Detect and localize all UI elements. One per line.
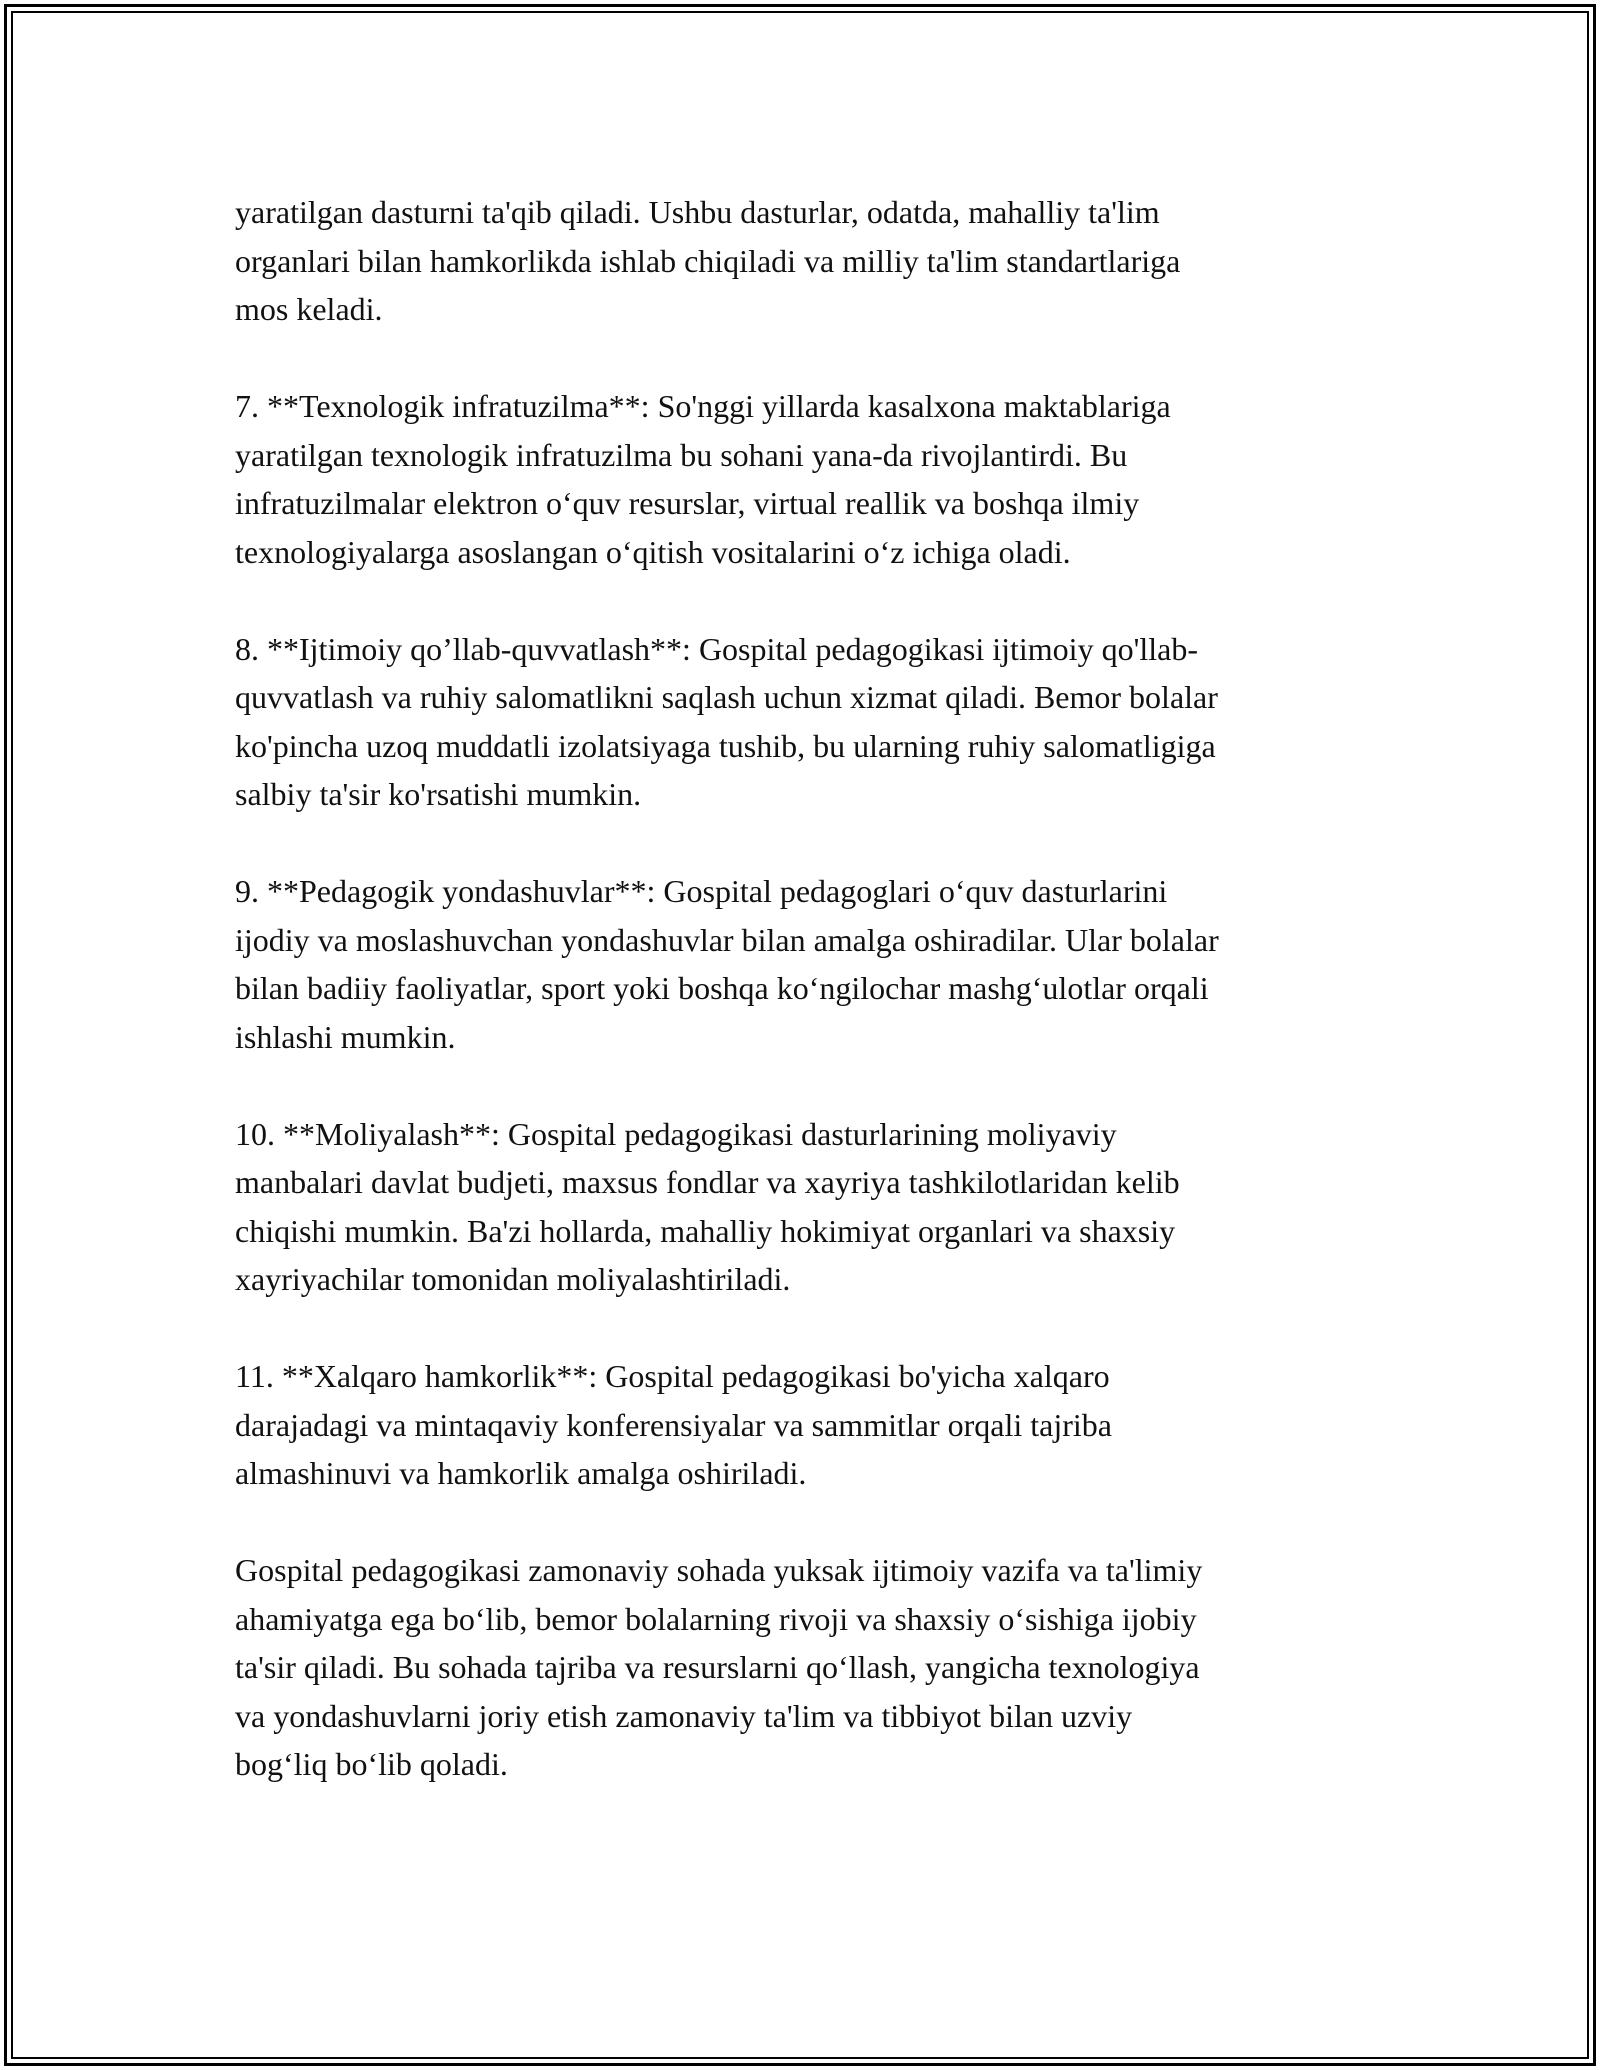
paragraph-conclusion: Gospital pedagogikasi zamonaviy sohada yuksak ijtimoiy vazifa va ta'limiy ahamiyatga ega bo‘lib, bemor bolalarning rivoji va shaxsiy o‘sishiga ijobiy ta'sir qiladi. Bu sohada tajriba va resurslarni qo‘llash, yangicha texnologiya va yondashuvlarni joriy etish zamonaviy ta'lim va tibbiyot bilan uzviy bog‘liq bo‘lib qoladi. — [235, 1552, 1203, 1782]
document-body — [235, 188, 1385, 1789]
paragraph-item-7: 7. **Texnologik infratuzilma**: So'nggi yillarda kasalxona maktablariga yaratilgan texnologik infratuzilma bu sohani yana-da rivojlantirdi. Bu infratuzilmalar elektron o‘quv resurslar, virtual reallik va boshqa ilmiy texnologiyalarga asoslangan o‘qitish vositalarini o‘z ichiga oladi. — [235, 388, 1171, 570]
paragraph-item-11: 11. **Xalqaro hamkorlik**: Gospital pedagogikasi bo'yicha xalqaro darajadagi va mintaqaviy konferensiyalar va sammitlar orqali tajriba almashinuvi va hamkorlik amalga oshiriladi. — [235, 1358, 1112, 1491]
paragraph-item-9: 9. **Pedagogik yondashuvlar**: Gospital pedagoglari o‘quv dasturlarini ijodiy va moslashuvchan yondashuvlar bilan amalga oshiradilar. Ular bolalar bilan badiiy faoliyatlar, sport yoki boshqa ko‘ngilochar mashg‘ulotlar orqali ishlashi mumkin. — [235, 873, 1219, 1055]
paragraph-continuation: yaratilgan dasturni ta'qib qiladi. Ushbu dasturlar, odatda, mahalliy ta'lim organlari bilan hamkorlikda ishlab chiqiladi va milliy ta'lim standartlariga mos keladi. — [235, 194, 1181, 327]
paragraph-item-8: 8. **Ijtimoiy qo’llab-quvvatlash**: Gospital pedagogikasi ijtimoiy qo'llab- quvvatlash va ruhiy salomatlikni saqlash uchun xizmat qiladi. Bemor bolalar ko'pincha uzoq muddatli izolatsiyaga tushib, bu ularning ruhiy salomatligiga salbiy ta'sir ko'rsatishi mumkin. — [235, 630, 1218, 812]
paragraph-item-10: 10. **Moliyalash**: Gospital pedagogikasi dasturlarining moliyaviy manbalari davlat budjeti, maxsus fondlar va xayriya tashkilotlaridan kelib chiqishi mumkin. Ba'zi hollarda, mahalliy hokimiyat organlari va shaxsiy xayriyachilar tomonidan moliyalashtiriladi. — [235, 1115, 1180, 1297]
